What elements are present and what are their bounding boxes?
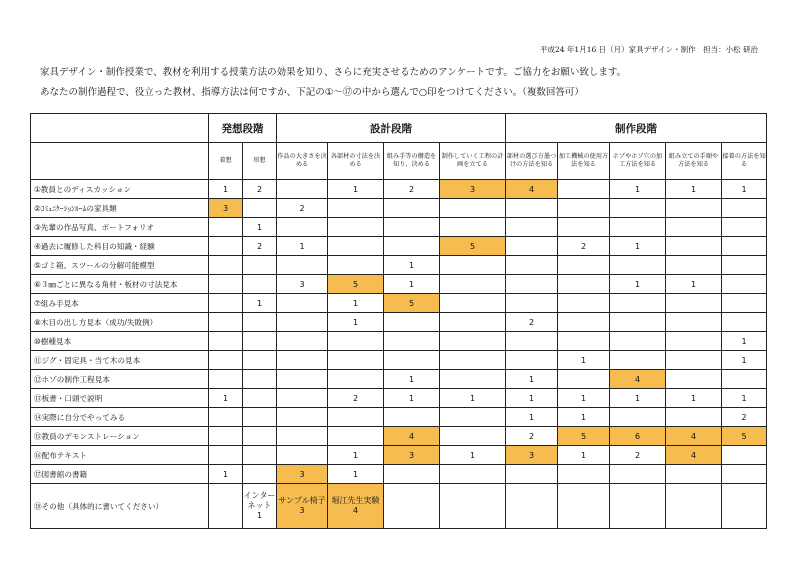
response-count-cell: インターネット 1: [243, 484, 277, 529]
table-row: [31, 446, 767, 465]
column-header: 組み手等の構造を知り、決める: [384, 143, 440, 180]
response-count-cell: 5: [328, 275, 384, 294]
row-label: ④過去に履修した科目の知識・経験: [31, 237, 209, 256]
table-row: [31, 427, 767, 446]
response-count-cell: [558, 180, 610, 199]
response-count-cell: [277, 256, 328, 275]
response-count-cell: [506, 294, 558, 313]
response-count-cell: [558, 199, 610, 218]
response-count-cell: [666, 370, 722, 389]
response-count-cell: 1: [610, 180, 666, 199]
response-count-cell: [558, 275, 610, 294]
response-count-cell: [440, 370, 506, 389]
response-count-cell: [328, 427, 384, 446]
response-count-cell: 1: [610, 389, 666, 408]
response-count-cell: [722, 218, 767, 237]
response-count-cell: [328, 237, 384, 256]
response-count-cell: 1: [722, 180, 767, 199]
response-count-cell: [440, 351, 506, 370]
response-count-cell: [558, 370, 610, 389]
response-count-cell: 4: [666, 427, 722, 446]
response-count-cell: [666, 484, 722, 529]
response-count-cell: 1: [209, 389, 243, 408]
response-count-cell: 1: [722, 332, 767, 351]
table-row: [31, 237, 767, 256]
response-count-cell: [243, 332, 277, 351]
row-label: ⑩樹種見本: [31, 332, 209, 351]
response-count-cell: 1: [243, 218, 277, 237]
response-count-cell: [440, 408, 506, 427]
response-count-cell: 3: [506, 446, 558, 465]
response-count-cell: [666, 237, 722, 256]
response-count-cell: 1: [384, 389, 440, 408]
response-count-cell: [506, 332, 558, 351]
response-count-cell: [328, 351, 384, 370]
response-count-cell: [384, 465, 440, 484]
row-label: ⑤ゴミ箱、スツールの分解可能模型: [31, 256, 209, 275]
response-count-cell: [277, 294, 328, 313]
column-header: 接着の方法を知る: [722, 143, 767, 180]
response-count-cell: [506, 275, 558, 294]
column-header-row: [31, 143, 767, 180]
response-count-cell: サンプル椅子 3: [277, 484, 328, 529]
row-label: ⑱その他（具体的に書いてください）: [31, 484, 209, 529]
response-count-cell: [666, 313, 722, 332]
response-count-cell: [384, 351, 440, 370]
response-count-cell: [666, 408, 722, 427]
response-count-cell: 4: [610, 370, 666, 389]
row-label: ⑦組み手見本: [31, 294, 209, 313]
response-count-cell: 1: [209, 465, 243, 484]
response-count-cell: [440, 484, 506, 529]
row-label: ⑥３㎜ごとに異なる角材・板材の寸法見本: [31, 275, 209, 294]
response-count-cell: [610, 313, 666, 332]
response-count-cell: [506, 237, 558, 256]
response-count-cell: [722, 294, 767, 313]
response-count-cell: 4: [506, 180, 558, 199]
corner-cell: [31, 114, 209, 143]
response-count-cell: [610, 465, 666, 484]
response-count-cell: [384, 332, 440, 351]
response-count-cell: 2: [328, 389, 384, 408]
response-count-cell: 1: [666, 389, 722, 408]
response-count-cell: [243, 446, 277, 465]
intro-line-1: 家具デザイン・制作授業で、教材を利用する授業方法の効果を知り、さらに充実させるためのアンケートです。ご協力をお願い致します。: [40, 67, 627, 78]
stage-design: 設計段階: [277, 114, 506, 143]
response-count-cell: [328, 332, 384, 351]
response-count-cell: 1: [558, 351, 610, 370]
table-row: [31, 275, 767, 294]
column-header: 着想: [209, 143, 243, 180]
row-label: ⑰図書館の書籍: [31, 465, 209, 484]
row-label: ⑧木目の出し方見本（成功/失敗例）: [31, 313, 209, 332]
response-count-cell: 1: [558, 446, 610, 465]
response-count-cell: [328, 256, 384, 275]
response-count-cell: 2: [506, 427, 558, 446]
response-count-cell: [440, 465, 506, 484]
response-count-cell: 5: [558, 427, 610, 446]
response-count-cell: 1: [209, 180, 243, 199]
response-count-cell: 1: [506, 408, 558, 427]
response-count-cell: [722, 484, 767, 529]
response-count-cell: [277, 427, 328, 446]
response-count-cell: 1: [440, 446, 506, 465]
response-count-cell: [384, 199, 440, 218]
row-label: ⑮教員のデモンストレーション: [31, 427, 209, 446]
response-count-cell: [209, 408, 243, 427]
document-header: 平成24 年1月16 日（月）家具デザイン・制作 担当：小松 研治: [540, 45, 758, 54]
response-count-cell: 2: [558, 237, 610, 256]
response-count-cell: [209, 275, 243, 294]
response-count-cell: 1: [666, 275, 722, 294]
response-count-cell: [558, 465, 610, 484]
response-count-cell: [558, 484, 610, 529]
response-count-cell: 1: [722, 351, 767, 370]
response-count-cell: 2: [610, 446, 666, 465]
response-count-cell: [722, 313, 767, 332]
response-count-cell: [666, 199, 722, 218]
response-count-cell: [328, 218, 384, 237]
response-count-cell: [328, 370, 384, 389]
response-count-cell: [506, 465, 558, 484]
table-row: [31, 218, 767, 237]
response-count-cell: 1: [610, 275, 666, 294]
column-header: 各部材の寸法を決める: [328, 143, 384, 180]
response-count-cell: 1: [506, 370, 558, 389]
response-count-cell: [209, 218, 243, 237]
response-count-cell: [722, 446, 767, 465]
response-count-cell: [243, 389, 277, 408]
column-header: 作品の大きさを決める: [277, 143, 328, 180]
response-count-cell: [209, 237, 243, 256]
table-row: [31, 256, 767, 275]
response-count-cell: [610, 256, 666, 275]
response-count-cell: [506, 484, 558, 529]
response-count-cell: [209, 427, 243, 446]
response-count-cell: [277, 313, 328, 332]
response-count-cell: [209, 370, 243, 389]
column-header: 形想: [243, 143, 277, 180]
survey-body: [31, 180, 767, 529]
table-row: [31, 370, 767, 389]
response-count-cell: [666, 351, 722, 370]
response-count-cell: [384, 218, 440, 237]
response-count-cell: 1: [558, 389, 610, 408]
response-count-cell: [209, 446, 243, 465]
response-count-cell: 1: [328, 446, 384, 465]
corner-cell-2: [31, 143, 209, 180]
response-count-cell: [506, 218, 558, 237]
response-count-cell: [277, 389, 328, 408]
response-count-cell: 堀江先生実験 4: [328, 484, 384, 529]
response-count-cell: [558, 256, 610, 275]
table-row: [31, 389, 767, 408]
response-count-cell: [666, 256, 722, 275]
survey-table: [30, 113, 767, 529]
response-count-cell: [243, 465, 277, 484]
response-count-cell: [610, 332, 666, 351]
response-count-cell: 1: [506, 389, 558, 408]
response-count-cell: 1: [440, 389, 506, 408]
row-label: ⑪ジグ・固定具・当て木の見本: [31, 351, 209, 370]
response-count-cell: 1: [277, 237, 328, 256]
response-count-cell: 1: [558, 408, 610, 427]
response-count-cell: 2: [506, 313, 558, 332]
response-count-cell: [506, 256, 558, 275]
response-count-cell: [277, 370, 328, 389]
response-count-cell: [666, 332, 722, 351]
row-label: ③先輩の作品写真、ポートフォリオ: [31, 218, 209, 237]
response-count-cell: 1: [666, 180, 722, 199]
response-count-cell: [209, 294, 243, 313]
response-count-cell: [277, 408, 328, 427]
column-header: 制作していく工程の計画を立てる: [440, 143, 506, 180]
response-count-cell: [243, 313, 277, 332]
response-count-cell: [209, 484, 243, 529]
response-count-cell: [610, 484, 666, 529]
response-count-cell: [243, 351, 277, 370]
response-count-cell: [440, 218, 506, 237]
response-count-cell: [440, 256, 506, 275]
response-count-cell: 3: [209, 199, 243, 218]
response-count-cell: 1: [610, 237, 666, 256]
intro-line-2: あなたの制作過程で、役立った教材、指導方法は何ですか、下記の①～⑰の中から選んで○印をつけてください。（複数回答可）: [40, 87, 584, 98]
response-count-cell: 5: [440, 237, 506, 256]
response-count-cell: [722, 370, 767, 389]
response-count-cell: 1: [328, 313, 384, 332]
response-count-cell: [384, 313, 440, 332]
response-count-cell: 1: [328, 465, 384, 484]
response-count-cell: [277, 180, 328, 199]
response-count-cell: [558, 294, 610, 313]
response-count-cell: [506, 199, 558, 218]
response-count-cell: [722, 465, 767, 484]
response-count-cell: [277, 218, 328, 237]
response-count-cell: [328, 408, 384, 427]
column-header: 加工機械の使用方法を知る: [558, 143, 610, 180]
response-count-cell: 3: [277, 465, 328, 484]
response-count-cell: [209, 332, 243, 351]
response-count-cell: [243, 199, 277, 218]
response-count-cell: 6: [610, 427, 666, 446]
response-count-cell: 2: [384, 180, 440, 199]
response-count-cell: 1: [328, 294, 384, 313]
row-label: ⑫ホゾの制作工程見本: [31, 370, 209, 389]
response-count-cell: 2: [243, 180, 277, 199]
response-count-cell: [440, 313, 506, 332]
table-row: [31, 408, 767, 427]
response-count-cell: 1: [328, 180, 384, 199]
response-count-cell: [506, 351, 558, 370]
row-label: ②ｺﾐｭﾆｹｰｼｮﾝﾙｰﾑの家具類: [31, 199, 209, 218]
response-count-cell: [722, 237, 767, 256]
response-count-cell: 1: [384, 256, 440, 275]
response-count-cell: [277, 446, 328, 465]
response-count-cell: [558, 332, 610, 351]
row-label: ⑯配布テキスト: [31, 446, 209, 465]
response-count-cell: 1: [243, 294, 277, 313]
column-header: ホゾやホゾ穴の加工方法を知る: [610, 143, 666, 180]
response-count-cell: [440, 294, 506, 313]
table-row: [31, 313, 767, 332]
response-count-cell: 5: [722, 427, 767, 446]
response-count-cell: [277, 332, 328, 351]
column-header: 組み立ての手順や方法を知る: [666, 143, 722, 180]
response-count-cell: [722, 256, 767, 275]
response-count-cell: [384, 237, 440, 256]
response-count-cell: 1: [384, 370, 440, 389]
response-count-cell: 2: [243, 237, 277, 256]
column-header: 部材の選び方墨つけの方法を知る: [506, 143, 558, 180]
response-count-cell: 3: [440, 180, 506, 199]
response-count-cell: [209, 313, 243, 332]
table-row: [31, 332, 767, 351]
response-count-cell: [440, 427, 506, 446]
response-count-cell: [384, 408, 440, 427]
response-count-cell: [243, 275, 277, 294]
stage-production: 制作段階: [506, 114, 767, 143]
response-count-cell: 1: [722, 389, 767, 408]
stage-header-row: [31, 114, 767, 143]
table-row: [31, 199, 767, 218]
response-count-cell: [209, 351, 243, 370]
row-label: ⑭実際に自分でやってみる: [31, 408, 209, 427]
response-count-cell: 2: [277, 199, 328, 218]
response-count-cell: [610, 199, 666, 218]
table-row: [31, 294, 767, 313]
response-count-cell: [243, 370, 277, 389]
response-count-cell: [328, 199, 384, 218]
response-count-cell: [209, 256, 243, 275]
response-count-cell: 4: [384, 427, 440, 446]
response-count-cell: [558, 218, 610, 237]
response-count-cell: 3: [384, 446, 440, 465]
response-count-cell: 5: [384, 294, 440, 313]
response-count-cell: [610, 218, 666, 237]
response-count-cell: [558, 313, 610, 332]
stage-ideation: 発想段階: [209, 114, 277, 143]
response-count-cell: [722, 275, 767, 294]
response-count-cell: [440, 199, 506, 218]
response-count-cell: [666, 465, 722, 484]
response-count-cell: [277, 351, 328, 370]
response-count-cell: 2: [722, 408, 767, 427]
row-label: ①教員とのディスカッション: [31, 180, 209, 199]
table-row: [31, 465, 767, 484]
table-row: [31, 351, 767, 370]
response-count-cell: [440, 332, 506, 351]
other-row: [31, 484, 767, 529]
row-label: ⑬板書・口頭で説明: [31, 389, 209, 408]
response-count-cell: [243, 427, 277, 446]
response-count-cell: [666, 294, 722, 313]
response-count-cell: 3: [277, 275, 328, 294]
response-count-cell: [243, 256, 277, 275]
response-count-cell: [384, 484, 440, 529]
response-count-cell: [610, 294, 666, 313]
response-count-cell: 4: [666, 446, 722, 465]
response-count-cell: [666, 218, 722, 237]
table-row: [31, 180, 767, 199]
response-count-cell: [610, 408, 666, 427]
response-count-cell: [610, 351, 666, 370]
response-count-cell: [440, 275, 506, 294]
response-count-cell: 1: [384, 275, 440, 294]
response-count-cell: [722, 199, 767, 218]
response-count-cell: [243, 408, 277, 427]
